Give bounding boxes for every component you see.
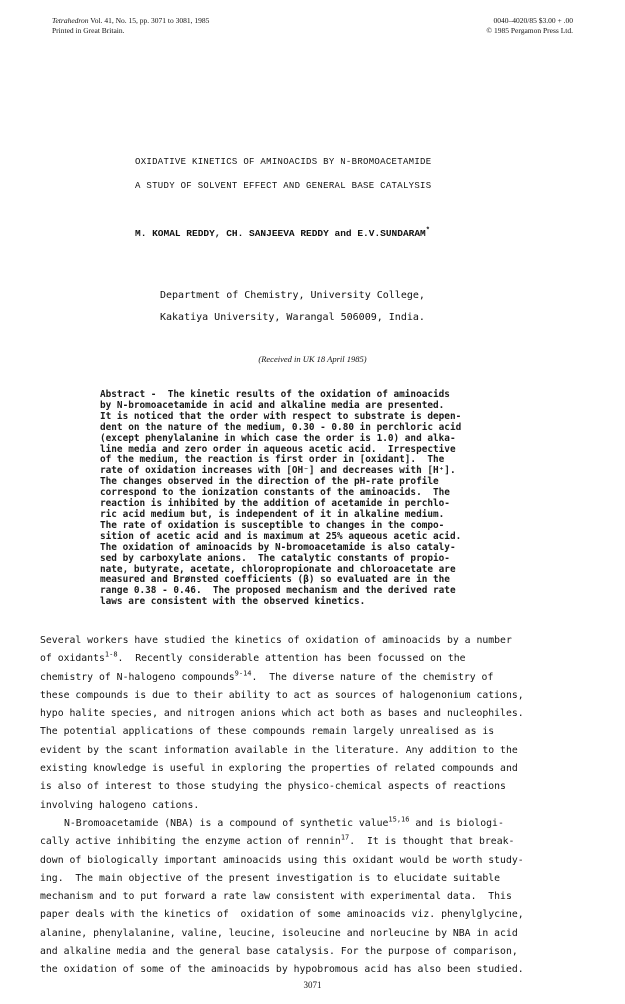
text-run: down of biologically important aminoacids using this oxidant would be worth study-	[40, 854, 524, 866]
publisher-header	[486, 16, 573, 36]
paper-subtitle: A STUDY OF SOLVENT EFFECT AND GENERAL BASE CATALYSIS	[135, 181, 432, 191]
affiliation-line-1: Department of Chemistry, University College,	[160, 290, 425, 301]
text-run: chemistry of N-halogeno compounds	[40, 671, 235, 683]
corresponding-author-mark: *	[425, 227, 430, 235]
journal-name: Tetrahedron	[52, 16, 89, 25]
text-run: the oxidation of some of the aminoacids by hypobromous acid has also been studied.	[40, 964, 524, 976]
journal-header	[52, 16, 209, 36]
text-line	[40, 943, 590, 961]
abstract-line: The changes observed in the direction of the pH-rate profile	[100, 476, 439, 488]
text-run: . Recently considerable attention has been focussed on the	[117, 653, 466, 665]
text-run: mechanism and to put forward a rate law consistent with experimental data. This	[40, 891, 512, 903]
abstract-line: ric acid medium but, is independent of it in alkaline medium.	[100, 508, 445, 520]
abstract-line: dent on the nature of the medium, 0.30 - 0.80 in perchloric acid	[100, 421, 462, 433]
text-run: these compounds is due to their ability to act as sources of halogenonium cations,	[40, 689, 524, 701]
text-line	[40, 742, 590, 760]
abstract-line: The oxidation of aminoacids by N-bromoacetamide is also cataly-	[100, 541, 456, 553]
abstract-line: nate, butyrate, acetate, chloropropionate and chloroacetate are	[100, 563, 456, 575]
text-line	[40, 870, 590, 888]
author-list	[135, 227, 430, 239]
text-line	[40, 723, 590, 741]
citation-superscript: 15,16	[388, 815, 410, 824]
text-line	[40, 650, 590, 668]
page-number: 3071	[303, 980, 322, 990]
text-run: is also of interest to those studying the physico-chemical aspects of reactions	[40, 781, 506, 793]
text-run: and alkaline media and the general base catalysis. For the purpose of comparison,	[40, 946, 518, 958]
affiliation-line-2: Kakatiya University, Warangal 506009, India.	[160, 312, 425, 323]
text-run: . The diverse nature of the chemistry of	[251, 671, 494, 683]
journal-citation: Vol. 41, No. 15, pp. 3071 to 3081, 1985	[88, 16, 210, 25]
article-code: 0040–4020/85 $3.00 + .00	[493, 16, 573, 25]
text-run: evident by the scant information available in the literature. Any addition to the	[40, 744, 518, 756]
text-line	[40, 669, 590, 687]
text-run: existing knowledge is useful in exploring the properties of related compounds and	[40, 763, 518, 775]
abstract-line: correspond to the ionization constants of the aminoacids. The	[100, 487, 450, 499]
abstract-line: rate of oxidation increases with [OH⁻] and decreases with [H⁺].	[100, 465, 456, 477]
abstract-line: range 0.38 - 0.46. The proposed mechanism and the derived rate	[100, 585, 456, 597]
text-line	[40, 961, 590, 979]
text-line	[40, 687, 590, 705]
text-line	[40, 833, 590, 851]
abstract-line: reaction is inhibited by the addition of acetamide in perchlo-	[100, 498, 450, 510]
text-run: and is biologi-	[409, 817, 504, 829]
abstract-line: It is noticed that the order with respect to substrate is depen-	[100, 410, 462, 422]
abstract	[100, 390, 540, 608]
text-run: paper deals with the kinetics of oxidation of some aminoacids viz. phenylglycine,	[40, 909, 524, 921]
text-run: ing. The main objective of the present investigation is to elucidate suitable	[40, 872, 501, 884]
paper-title: OXIDATIVE KINETICS OF AMINOACIDS BY N-BROMOACETAMIDE	[135, 157, 432, 167]
text-line	[40, 888, 590, 906]
text-line	[40, 797, 590, 815]
printed-note: Printed in Great Britain.	[52, 26, 125, 35]
abstract-line: sition of acetic acid and is maximum at 25% aqueous acetic acid.	[100, 530, 462, 542]
text-line	[40, 760, 590, 778]
abstract-line: by N-bromoacetamide in acid and alkaline media are presented.	[100, 399, 445, 411]
received-date: (Received in UK 18 April 1985)	[258, 354, 367, 364]
text-run: alanine, phenylalanine, valine, leucine, isoleucine and norleucine by NBA in acid	[40, 927, 518, 939]
abstract-line: The rate of oxidation is susceptible to changes in the compo-	[100, 519, 445, 531]
abstract-line: sed by carboxylate anions. The catalytic constants of propio-	[100, 552, 450, 564]
text-run: cally active inhibiting the enzyme action of rennin	[40, 836, 341, 848]
abstract-line: Abstract - The kinetic results of the oxidation of aminoacids	[100, 389, 450, 400]
body-text	[40, 632, 590, 980]
abstract-line: of the medium, the reaction is first order in [oxidant]. The	[100, 454, 445, 466]
text-line	[40, 925, 590, 943]
author-names: M. KOMAL REDDY, CH. SANJEEVA REDDY and E.V.SUNDARAM	[135, 228, 426, 240]
copyright-note: © 1985 Pergamon Press Ltd.	[486, 26, 573, 35]
text-line	[40, 815, 590, 833]
text-line	[40, 852, 590, 870]
text-line	[40, 705, 590, 723]
text-run: involving halogeno cations.	[40, 799, 200, 811]
text-run: . It is thought that break-	[349, 836, 515, 848]
paragraph-1	[40, 632, 590, 815]
text-line	[40, 778, 590, 796]
text-line	[40, 906, 590, 924]
abstract-line: laws are consistent with the observed kinetics.	[100, 596, 366, 608]
citation-superscript: 9-14	[234, 669, 252, 678]
text-line	[40, 632, 590, 650]
paragraph-2	[40, 815, 590, 980]
text-run: The potential applications of these compounds remain largely unrealised as is	[40, 726, 495, 738]
citation-superscript: 17	[340, 834, 350, 842]
abstract-line: line media and zero order in aqueous acetic acid. Irrespective	[100, 443, 456, 455]
text-run: of oxidants	[40, 653, 105, 665]
text-run: Several workers have studied the kinetics of oxidation of aminoacids by a number	[40, 635, 512, 646]
citation-superscript: 1-8	[104, 651, 118, 660]
text-run: hypo halite species, and nitrogen anions which act both as bases and nucleophiles.	[40, 708, 524, 720]
abstract-line: (except phenylalanine in which case the order is 1.0) and alka-	[100, 432, 456, 444]
text-run: N-Bromoacetamide (NBA) is a compound of synthetic value	[64, 817, 389, 829]
abstract-line: measured and Brønsted coefficients (β) so evaluated are in the	[100, 574, 450, 586]
